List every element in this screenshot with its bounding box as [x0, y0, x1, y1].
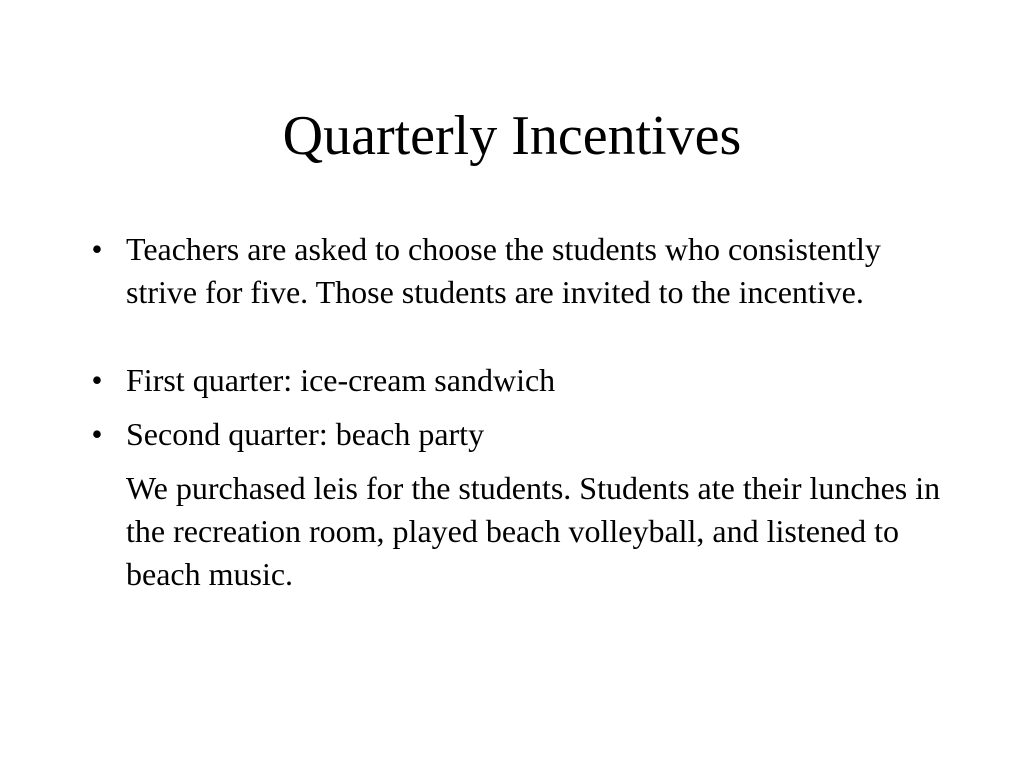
slide-body [82, 228, 942, 596]
slide-title: Quarterly Incentives [282, 105, 742, 167]
bullet-item [82, 228, 942, 314]
bullet-text: First quarter: ice-cream sandwich [126, 362, 556, 398]
description-paragraph: We purchased leis for the students. Students ate their lunches in the recreation room, played beach volleyball, and listened to beach music. [126, 470, 941, 592]
bullet-dot-icon: • [91, 362, 103, 398]
bullet-dot-icon: • [91, 231, 103, 267]
bullet-text: Second quarter: beach party [126, 416, 485, 452]
bullet-dot-icon: • [91, 416, 103, 452]
bullet-item [82, 413, 942, 456]
bullet-text: Teachers are asked to choose the students who consistently strive for five. Those students are invited to the incentive. [126, 231, 881, 310]
bullet-item [82, 359, 942, 402]
